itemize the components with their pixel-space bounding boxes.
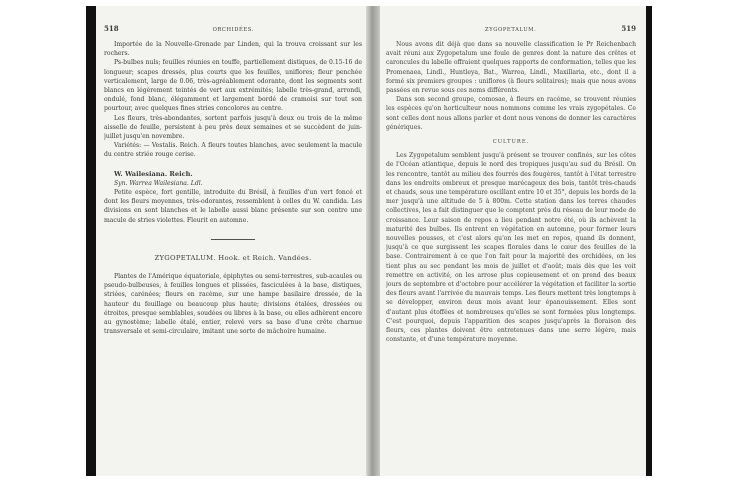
left-running-head — [104, 24, 362, 40]
genus-heading: ZYGOPETALUM. Hook. et Reich. Vandées. — [154, 253, 312, 262]
left-paragraph-2: Ps-bulbes nuls; feuilles réunies en touffe, partiellement distiques, de 0.15-16 de longueur; scapes dressés, plus courts que les feuilles, uniflores; fleur penchée verticalement, large de 0.06, très-agréablement odorante, dont les segments sont blancs en légèrement teintés de vert aux extrémités; labelle très-grand, arrondi, ondulé, fond blanc, élégamment et largement bordé de cramoisi sur tout son pourtour, avec quelques fines stries concolores au centre. — [104, 59, 362, 113]
species-title: W. Wailesiana. Reich. — [114, 169, 193, 178]
right-paragraph-1: Nous avons dit déjà que dans sa nouvelle classification le Pr Reichenbach avait réuni aux Zygopetalum une foule de genres dont la nature des crêtes et caroncules du labelle offraient quelques rapports de conformation, telles que les Promenaea, Lindl., Huntleya, Bat., Warrea, Lindl., Maxillaria, etc., dont il a formé six premiers groupes : uniflores (à fleurs solitaires); mais que nous avons passées en revue sous ces noms différents. — [386, 41, 636, 95]
right-running-head — [386, 24, 636, 40]
left-paragraph-3: Les fleurs, très-abondantes, sortent parfois jusqu'à deux ou trois de la même aisselle de feuille, persistent à peu près deux semaines et se succèdent de juin-juillet jusqu'en novembre. — [104, 114, 362, 141]
culture-heading: CULTURE. — [492, 139, 530, 146]
left-page — [104, 8, 362, 463]
book-gutter — [366, 6, 380, 476]
species-synonym: Syn. Warrea Wailesiana. Ldl. — [114, 179, 203, 187]
section-divider — [211, 239, 255, 240]
left-paragraph-4: Variétés: — Vestalis. Reich. A fleurs toutes blanches, avec seulement la macule du centre striée rouge cerise. — [104, 142, 362, 159]
left-page-number: 518 — [104, 24, 119, 33]
right-running-title: ZYGOPETALUM. — [485, 27, 537, 33]
left-spacer — [104, 160, 362, 166]
species-paragraph: Petite espèce, fort gentille, introduite du Brésil, à feuilles d'un vert foncé et dont les fleurs moyennes, très-odorantes, ressemblent à celles du W. candida. Les divisions en sont blanches et le labelle aussi blanc présente sur son centre une macule de stries violettes. Fleurit en automne. — [104, 189, 362, 224]
left-running-title: ORCHIDÉES. — [212, 27, 255, 33]
right-page — [386, 8, 636, 463]
right-page-number: 519 — [621, 24, 636, 33]
right-paragraph-2: Dans son second groupe, comosae, à fleurs en racème, se trouvent réunies les espèces qu'on horticulteur nous nommons comme les vrais zygopétales. Ce sont celles dont nous allons parler et dont nous venons de donner les caractères génériques. — [386, 96, 636, 131]
left-paragraph-1: Importée de la Nouvelle-Grenade par Linden, qui la trouva croissant sur les rochers. — [104, 41, 362, 58]
genus-paragraph: Plantes de l'Amérique équatoriale, épiphytes ou semi-terrestres, sub-acaules ou pseudo-bulbeuses, à feuilles longues et plissées, fasciculées à la base, distiques, striées, carénées; fleurs en racème, sur une hampe basilaire dressée, de la hauteur du feuillage ou beaucoup plus haute; divisions étalées, dressées ou étroites, presque semblables, soudées ou libres à la base, ou elles adhèrent encore au gynostème; labelle étalé, entier, relevé vers sa base d'une crête charnue transversale et semi-circulaire, imitant une sorte de mâchoire humaine. — [104, 273, 362, 336]
culture-paragraph: Les Zygopetalum semblent jusqu'à présent se trouver confinés, sur les côtes de l'Océan atlantique, depuis le nord des tropiques jusqu'au sud du Brésil. On les rencontre, tantôt au milieu des fourrés des fougères, tantôt à l'état terrestre dans les endroits ombreux et presque marécageux des bois, tantôt très-chauds et chauds, sous une température oscillant entre 10 et 35°, depuis les bords de la mer jusqu'à une altitude de 5 à 800m. Cette station dans les terres chaudes collectives, les a fait distinguer que le comptent près du réseau de leur mode de croissance. Leur saison de repos a lieu pendant notre été, où ils achèvent la maturité des bulbes. Ils entrent en végétation en automne, pour former leurs nouvelles pousses, et c'est alors qu'on les met en repos, quand ils donnent, jusqu'à ce que surgissent les scapes florales dans le cœur des feuilles de la base. Contrairement à ce que l'on fait pour la majorité des orchidées, on les tient plus au sec pendant les mois de juillet et d'août; mais dès que les voit remettre en activité, on les arrose plus copieusement et on prend des beaux jours de septembre et d'octobre pour accélérer la végétation et faciliter la sortie des fleurs avant l'arrivée du mauvais temps. Les fleurs mettent très longtemps à se développer, environ deux mois avant leur épanouissement. Elles sont d'autant plus étoffées et nombreuses qu'elles se sont formées plus longtemps. C'est pourquoi, depuis l'apparition des scapes jusqu'après la floraison des fleurs, ces plantes doivent être entretenues dans une serre légère, mais constante, et d'une température moyenne. — [386, 152, 636, 344]
